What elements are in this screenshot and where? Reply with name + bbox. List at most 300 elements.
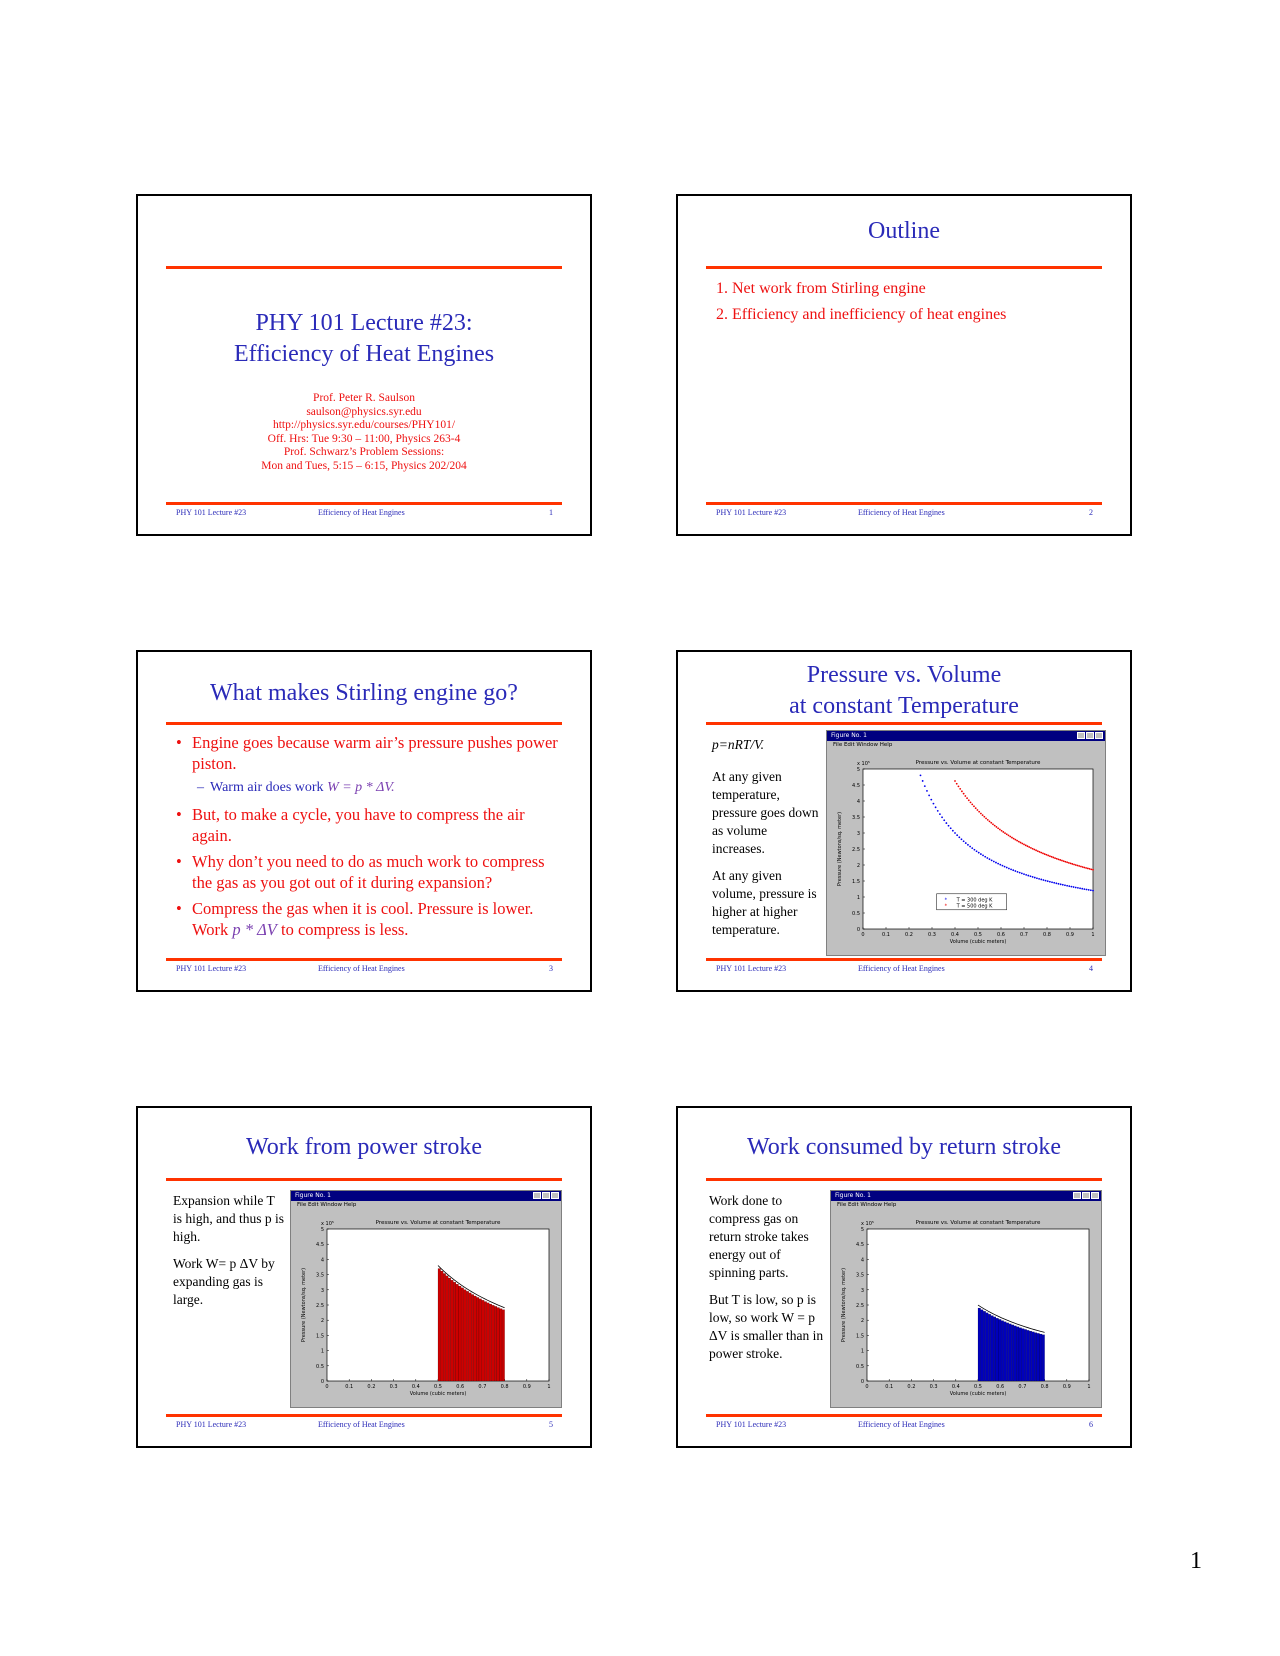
data-point	[961, 838, 963, 840]
data-point	[990, 822, 992, 824]
figure-window	[830, 1190, 1102, 1408]
data-point	[1066, 861, 1068, 863]
area-bar	[1037, 1333, 1040, 1381]
author-name: Prof. Peter R. Saulson	[313, 392, 415, 404]
bullet-item: • But, to make a cycle, you have to compress the air again.	[176, 805, 525, 845]
x-tick-label: 0.3	[929, 1384, 938, 1390]
data-point	[1023, 873, 1025, 875]
x-axis-label: Volume (cubic meters)	[409, 1391, 467, 1397]
close-icon[interactable]	[551, 1192, 559, 1199]
x-tick-label: 1	[1087, 1384, 1091, 1390]
data-point	[1065, 861, 1067, 863]
data-point	[950, 827, 952, 829]
data-point	[1011, 837, 1013, 839]
bullet-text: Compress the gas when it is cool. Pressure is lower. Work	[192, 899, 534, 939]
data-point	[1079, 887, 1081, 889]
area-bar	[1016, 1327, 1019, 1381]
pressure-volume-plot	[827, 749, 1105, 955]
data-point	[1064, 884, 1066, 886]
data-point	[933, 803, 935, 805]
data-point	[978, 811, 980, 813]
x-tick-label: 0.1	[885, 1384, 894, 1390]
outline-item: 1. Net work from Stirling engine	[716, 280, 926, 297]
slide-number: 6	[1089, 1420, 1093, 1429]
bullet-item: • Why don’t you need to do as much work to compress the gas as you got out of it during expansion?	[176, 852, 545, 892]
slide-title: What makes Stirling engine go?	[210, 680, 518, 706]
data-point	[1089, 868, 1091, 870]
maximize-icon[interactable]	[1082, 1192, 1090, 1199]
data-point	[945, 822, 947, 824]
y-tick-label: 4.5	[852, 783, 860, 789]
window-menu[interactable]: File Edit Window Help	[833, 742, 893, 748]
work-equation: W = p * ΔV.	[327, 780, 395, 795]
data-point	[968, 799, 970, 801]
data-point	[961, 790, 963, 792]
area-bar	[1009, 1324, 1012, 1381]
area-bar	[443, 1273, 446, 1381]
data-point	[993, 861, 995, 863]
x-tick-label: 0.7	[1018, 1384, 1027, 1390]
data-point	[1004, 832, 1006, 834]
area-bar	[1034, 1333, 1037, 1381]
data-point	[924, 785, 926, 787]
window-menu[interactable]: File Edit Window Help	[837, 1202, 897, 1208]
data-point	[1082, 866, 1084, 868]
y-tick-label: 0.5	[852, 911, 860, 917]
x-tick-label: 0	[861, 932, 865, 938]
y-tick-label: 1.5	[852, 879, 860, 885]
window-menu[interactable]: File Edit Window Help	[297, 1202, 357, 1208]
data-point	[1062, 884, 1064, 886]
data-point	[1073, 886, 1075, 888]
area-bar	[983, 1311, 986, 1381]
minimize-icon[interactable]	[1077, 732, 1085, 739]
data-point	[974, 849, 976, 851]
data-point	[1049, 881, 1051, 883]
maximize-icon[interactable]	[542, 1192, 550, 1199]
x-tick-label: 0.4	[951, 1384, 960, 1390]
x-tick-label: 0.5	[974, 932, 982, 938]
y-tick-label: 3	[856, 831, 860, 837]
data-point	[1010, 868, 1012, 870]
return-stroke-work-plot	[831, 1209, 1101, 1407]
bullet-item: • Engine goes because warm air’s pressure pushes power piston.	[176, 733, 558, 773]
data-point	[948, 825, 950, 827]
legend-label: T = 300 deg K	[956, 897, 993, 904]
x-tick-label: 0.9	[1062, 1384, 1071, 1390]
work-equation: p * ΔV	[232, 920, 277, 939]
title-line-1: Pressure vs. Volume	[806, 662, 1002, 688]
data-point	[1027, 845, 1029, 847]
y-tick-label: 0.5	[316, 1363, 324, 1370]
data-point	[935, 806, 937, 808]
data-point	[1068, 885, 1070, 887]
bullet-text: But, to make a cycle, you have to compress the air again.	[192, 805, 525, 845]
window-titlebar: Figure No. 1	[291, 1191, 561, 1201]
data-point	[983, 816, 985, 818]
area-bar	[1032, 1332, 1035, 1381]
data-point	[1043, 879, 1045, 881]
y-tick-label: 3.5	[856, 1272, 864, 1279]
y-exponent: x 10⁵	[321, 1221, 334, 1227]
data-point	[1090, 889, 1092, 891]
data-point	[997, 827, 999, 829]
data-point	[989, 820, 991, 822]
x-tick-label: 0	[865, 1384, 869, 1390]
x-axis-label: Volume (cubic meters)	[949, 1391, 1007, 1397]
page-number: 1	[1190, 1548, 1202, 1574]
data-point	[1001, 830, 1003, 832]
slide-5	[136, 1106, 592, 1448]
data-point	[1077, 887, 1079, 889]
title-line-1: PHY 101 Lecture #23:	[255, 310, 473, 336]
area-bar	[466, 1291, 469, 1381]
data-point	[958, 785, 960, 787]
data-point	[1035, 849, 1037, 851]
paragraph: At any given volume, pressure is higher at higher temperature.	[712, 868, 817, 937]
data-point	[995, 862, 997, 864]
data-point	[963, 793, 965, 795]
window-titlebar: Figure No. 1	[831, 1191, 1101, 1201]
data-point	[1049, 855, 1051, 857]
legend-marker: *	[944, 903, 948, 910]
data-point	[1051, 881, 1053, 883]
minimize-icon[interactable]	[1073, 1192, 1081, 1199]
x-tick-label: 0.5	[434, 1384, 442, 1390]
minimize-icon[interactable]	[533, 1192, 541, 1199]
slide-title: Work from power stroke	[245, 1134, 482, 1160]
data-point	[1014, 870, 1016, 872]
footer-rule	[166, 958, 562, 961]
data-point	[980, 813, 982, 815]
data-point	[1032, 876, 1034, 878]
bullet-list	[166, 732, 566, 945]
x-tick-label: 0.4	[411, 1384, 420, 1390]
footer-rule	[166, 502, 562, 505]
x-tick-label: 0.4	[951, 932, 959, 938]
title-rule	[706, 266, 1102, 269]
y-tick-label: 1.5	[856, 1333, 864, 1340]
data-point	[1033, 849, 1035, 851]
title-rule	[706, 722, 1102, 725]
data-point	[941, 816, 943, 818]
author-email: saulson@physics.syr.edu	[306, 405, 422, 418]
data-point	[1055, 882, 1057, 884]
problem-sessions-label: Prof. Schwarz’s Problem Sessions:	[283, 446, 445, 458]
area-bar	[458, 1286, 461, 1381]
data-point	[1025, 844, 1027, 846]
data-point	[971, 803, 973, 805]
data-point	[1020, 842, 1022, 844]
data-point	[1002, 865, 1004, 867]
course-url: http://physics.syr.edu/courses/PHY101/	[272, 419, 456, 431]
figure-window	[290, 1190, 562, 1408]
area-bar	[464, 1290, 467, 1381]
y-tick-label: 2.5	[316, 1303, 324, 1309]
footer-rule	[706, 1414, 1102, 1417]
bullet-text: to compress is less.	[276, 920, 409, 939]
footer-rule	[706, 502, 1102, 505]
data-point	[1058, 858, 1060, 860]
data-point	[992, 823, 994, 825]
data-point	[1013, 838, 1015, 840]
area-bar	[456, 1284, 459, 1381]
data-point	[1008, 835, 1010, 837]
data-point	[965, 842, 967, 844]
area-bar	[499, 1309, 502, 1381]
data-point	[1008, 868, 1010, 870]
data-point	[1092, 869, 1094, 871]
area-bar	[1006, 1323, 1009, 1381]
slide-footer	[138, 1420, 590, 1432]
x-tick-label: 0	[325, 1384, 329, 1390]
slide-title: Outline	[868, 218, 940, 244]
y-tick-label: 0	[856, 927, 860, 933]
data-point	[952, 830, 954, 832]
data-point	[1039, 851, 1041, 853]
footer-course: PHY 101 Lecture #23	[176, 964, 247, 973]
outline-item: 2. Efficiency and inefficiency of heat engines	[716, 306, 1007, 323]
data-point	[1061, 860, 1063, 862]
data-point	[1006, 867, 1008, 869]
slide-number: 5	[549, 1420, 553, 1429]
slide-title	[678, 660, 1130, 722]
data-point	[964, 795, 966, 797]
y-tick-label: 2	[860, 1318, 864, 1325]
data-point	[1028, 846, 1030, 848]
y-exponent: x 10⁵	[861, 1221, 874, 1227]
slide-text	[173, 1192, 285, 1318]
figure-window	[826, 730, 1106, 956]
area-bar	[991, 1316, 994, 1381]
data-point	[1009, 836, 1011, 838]
x-tick-label: 1	[547, 1384, 551, 1390]
paragraph: At any given temperature, pressure goes down as volume increases.	[712, 769, 819, 856]
area-bar	[448, 1278, 451, 1381]
data-point	[982, 814, 984, 816]
data-point	[954, 780, 956, 782]
area-bar	[1011, 1325, 1014, 1381]
data-point	[1023, 844, 1025, 846]
area-bar	[1029, 1331, 1032, 1381]
data-point	[1034, 877, 1036, 879]
area-bar	[469, 1293, 472, 1381]
area-bar	[1027, 1330, 1030, 1381]
area-bar	[993, 1317, 996, 1381]
bullet-text: Engine goes because warm air’s pressure pushes power piston.	[192, 733, 558, 773]
data-point	[975, 807, 977, 809]
data-point	[978, 852, 980, 854]
data-point	[1016, 840, 1018, 842]
x-axis-label: Volume (cubic meters)	[949, 939, 1007, 945]
slide-footer	[678, 1420, 1130, 1432]
maximize-icon[interactable]	[1086, 732, 1094, 739]
y-axis-label: Pressure (Newtons/sq. meter)	[837, 811, 843, 887]
x-tick-label: 0.7	[478, 1384, 487, 1390]
slide-title	[138, 308, 590, 370]
slide-number: 4	[1089, 964, 1093, 973]
paragraph: Work W= p ΔV by expanding gas is large.	[173, 1256, 275, 1307]
title-line-2: at constant Temperature	[789, 693, 1019, 719]
data-point	[937, 810, 939, 812]
x-tick-label: 0.8	[1043, 932, 1051, 938]
footer-course: PHY 101 Lecture #23	[716, 1420, 787, 1429]
data-point	[1071, 863, 1073, 865]
area-bar	[1039, 1334, 1042, 1381]
slide-footer	[138, 508, 590, 520]
slide-2	[676, 194, 1132, 536]
area-bar	[1022, 1329, 1025, 1381]
y-tick-label: 1.5	[316, 1333, 324, 1340]
data-point	[1006, 833, 1008, 835]
data-point	[1040, 852, 1042, 854]
close-icon[interactable]	[1091, 1192, 1099, 1199]
data-point	[1021, 843, 1023, 845]
slide-number: 2	[1089, 508, 1093, 517]
area-bar	[474, 1296, 477, 1381]
data-point	[1021, 872, 1023, 874]
area-bar	[1042, 1335, 1045, 1381]
y-exponent: x 10⁵	[857, 761, 870, 767]
title-rule	[166, 1178, 562, 1181]
title-rule	[706, 1178, 1102, 1181]
y-tick-label: 4.5	[316, 1242, 324, 1249]
slide-footer	[138, 964, 590, 976]
data-point	[1085, 867, 1087, 869]
area-bar	[438, 1269, 441, 1381]
y-axis-label: Pressure (Newtons/sq. meter)	[841, 1267, 847, 1343]
data-point	[1087, 868, 1089, 870]
data-point	[1025, 874, 1027, 876]
title-rule	[166, 266, 562, 269]
area-bar	[446, 1276, 449, 1381]
legend-label: T = 500 deg K	[956, 903, 993, 910]
outline-list	[716, 276, 1006, 328]
data-point	[1088, 889, 1090, 891]
y-tick-label: 1	[860, 1348, 864, 1355]
y-tick-label: 1	[856, 895, 860, 901]
data-point	[982, 855, 984, 857]
paragraph: Expansion while T is high, and thus p is high.	[173, 1193, 285, 1244]
footer-topic: Efficiency of Heat Engines	[858, 508, 945, 517]
area-bar	[494, 1306, 497, 1381]
plot-title: Pressure vs. Volume at constant Temperature	[375, 1220, 501, 1226]
data-point	[1053, 882, 1055, 884]
area-bar	[996, 1318, 999, 1381]
area-bar	[1019, 1328, 1022, 1381]
data-point	[1027, 875, 1029, 877]
legend-marker: *	[944, 897, 948, 904]
data-point	[1012, 869, 1014, 871]
area-bar	[998, 1319, 1001, 1381]
data-point	[1075, 864, 1077, 866]
title-rule	[166, 722, 562, 725]
y-tick-label: 3	[320, 1287, 324, 1294]
data-point	[1083, 888, 1085, 890]
data-point	[1004, 866, 1006, 868]
data-point	[973, 805, 975, 807]
area-bar	[487, 1303, 490, 1381]
y-tick-label: 2.5	[856, 1303, 864, 1309]
area-bar	[1004, 1322, 1007, 1381]
data-point	[1047, 855, 1049, 857]
data-point	[1081, 888, 1083, 890]
data-point	[1075, 887, 1077, 889]
data-point	[1046, 854, 1048, 856]
data-point	[1038, 878, 1040, 880]
data-point	[1030, 875, 1032, 877]
data-point	[1080, 866, 1082, 868]
y-tick-label: 1	[320, 1348, 324, 1355]
data-point	[1086, 889, 1088, 891]
slide-text	[709, 1192, 825, 1372]
footer-course: PHY 101 Lecture #23	[716, 508, 787, 517]
y-tick-label: 3.5	[316, 1272, 324, 1279]
close-icon[interactable]	[1095, 732, 1103, 739]
data-point	[959, 788, 961, 790]
sub-bullet-text: Warm air does work	[210, 780, 328, 795]
slide-text	[712, 736, 822, 948]
footer-rule	[166, 1414, 562, 1417]
bullet-text: Why don’t you need to do as much work to compress the gas as you got out of it during expansion?	[192, 852, 545, 892]
data-point	[956, 834, 958, 836]
data-point	[1068, 862, 1070, 864]
x-tick-label: 0.6	[456, 1384, 465, 1390]
data-point	[999, 829, 1001, 831]
x-tick-label: 0.3	[389, 1384, 398, 1390]
data-point	[1002, 831, 1004, 833]
data-point	[1019, 872, 1021, 874]
area-bar	[441, 1271, 444, 1381]
y-tick-label: 3	[860, 1287, 864, 1294]
y-tick-label: 0	[320, 1379, 324, 1385]
y-tick-label: 2	[856, 863, 860, 869]
data-point	[967, 844, 969, 846]
data-point	[943, 819, 945, 821]
data-point	[1058, 883, 1060, 885]
slide-footer	[678, 964, 1130, 976]
area-bar	[497, 1308, 500, 1381]
x-tick-label: 1	[1091, 932, 1095, 938]
footer-course: PHY 101 Lecture #23	[176, 1420, 247, 1429]
data-point	[980, 853, 982, 855]
data-point	[1017, 871, 1019, 873]
sub-bullet-item: – Warm air does work W = p * ΔV.	[197, 780, 395, 795]
data-point	[1056, 858, 1058, 860]
x-tick-label: 0.8	[1040, 1384, 1049, 1390]
data-point	[1083, 867, 1085, 869]
data-point	[963, 840, 965, 842]
data-point	[976, 850, 978, 852]
slide-4	[676, 650, 1132, 992]
footer-course: PHY 101 Lecture #23	[716, 964, 787, 973]
area-bar	[502, 1310, 505, 1381]
slide-1	[136, 194, 592, 536]
y-tick-label: 4	[860, 1257, 864, 1264]
data-point	[1059, 859, 1061, 861]
problem-sessions-times: Mon and Tues, 5:15 – 6:15, Physics 202/204	[261, 459, 467, 472]
y-tick-label: 4	[320, 1257, 324, 1264]
footer-topic: Efficiency of Heat Engines	[858, 964, 945, 973]
data-point	[986, 857, 988, 859]
y-tick-label: 2.5	[852, 847, 860, 853]
area-bar	[978, 1308, 981, 1381]
x-tick-label: 0.6	[997, 932, 1005, 938]
area-bar	[981, 1310, 984, 1381]
power-stroke-work-plot	[291, 1209, 561, 1407]
data-point	[1036, 877, 1038, 879]
data-point	[1054, 857, 1056, 859]
